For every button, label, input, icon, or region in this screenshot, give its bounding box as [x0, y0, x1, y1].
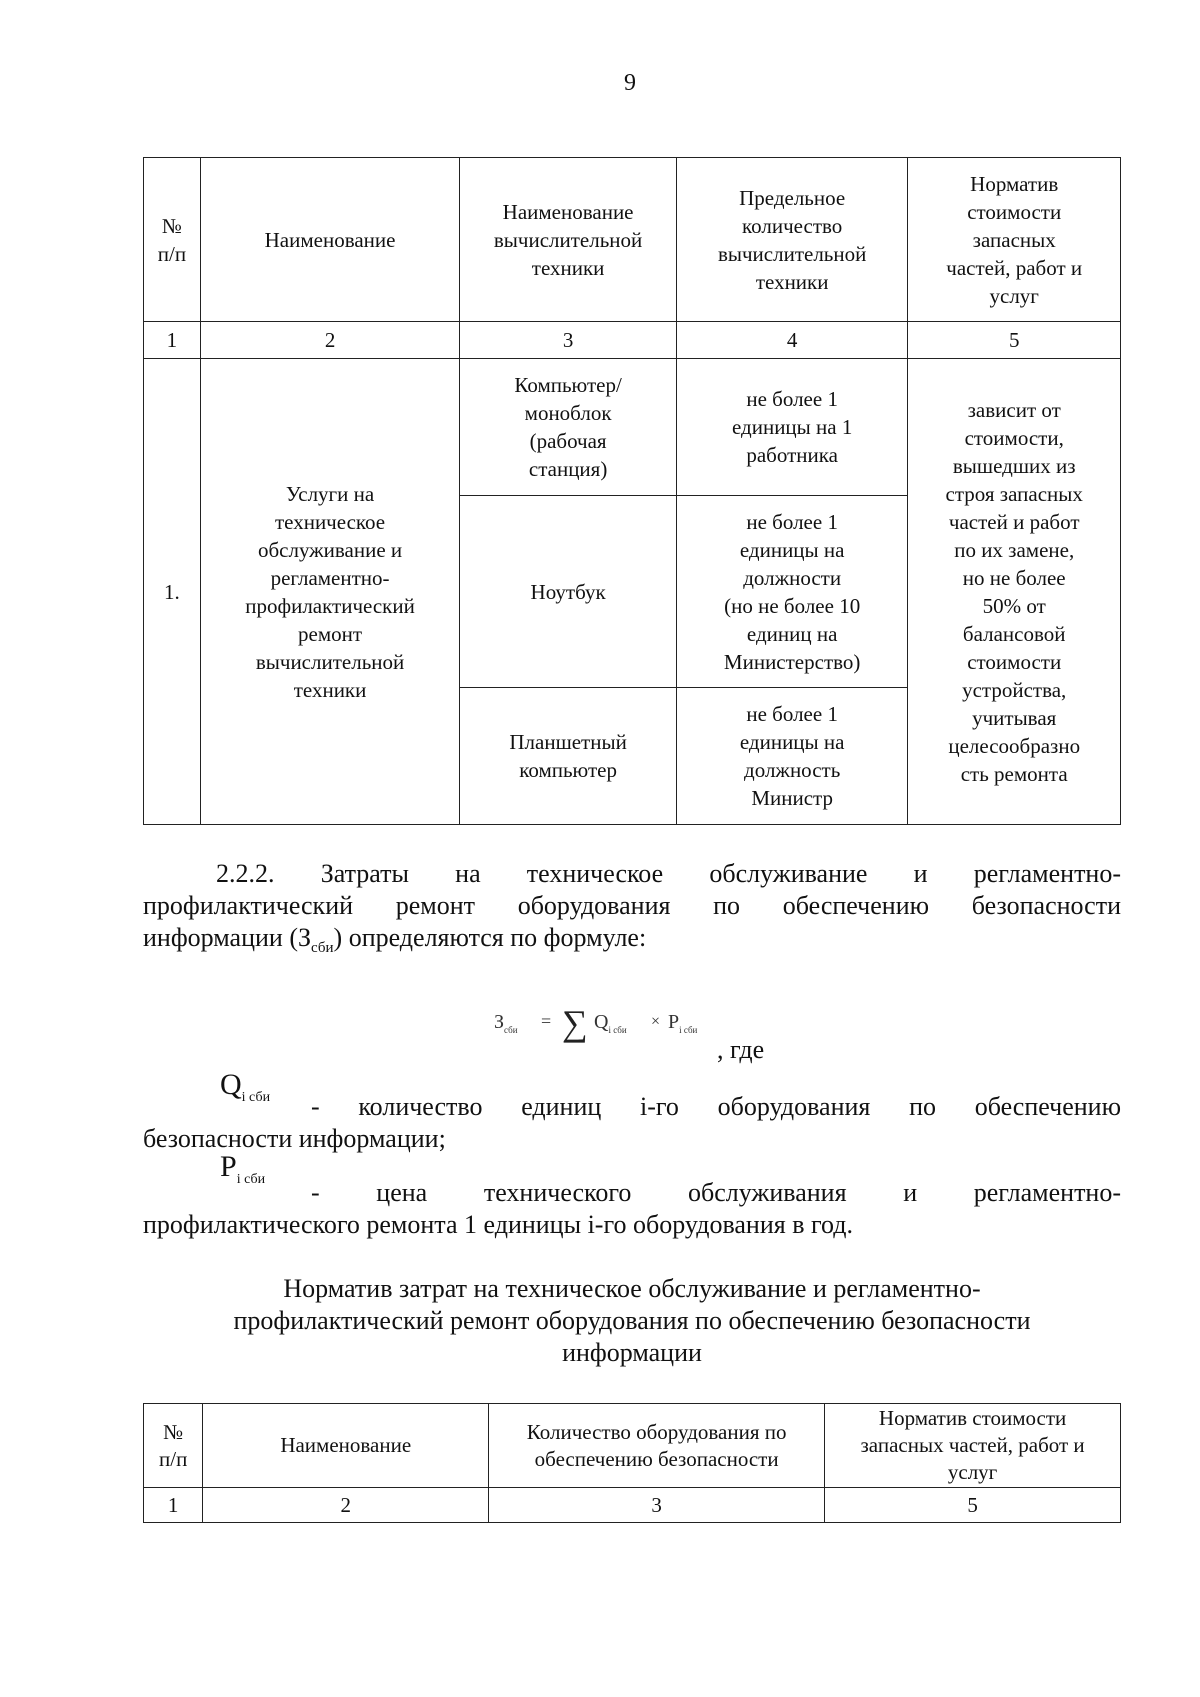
- column-number: 1: [144, 322, 201, 359]
- header-cell-number: № п/п: [144, 158, 201, 322]
- header-cell-name: Наименование: [200, 158, 459, 322]
- formula-suffix: , где: [717, 1035, 765, 1064]
- table-header-row: [144, 158, 1121, 322]
- symbol-p: $P_{i сби}$: [220, 1150, 266, 1187]
- header-cell-name: Наименование: [203, 1404, 489, 1488]
- table-header-row: [144, 1404, 1121, 1488]
- paragraph-line: 2.2.2. Затраты на техническое обслуживание и регламентно-: [216, 859, 1121, 888]
- column-number-row: [144, 1488, 1121, 1523]
- header-cell-equipment: Наименование вычислительной техники: [460, 158, 677, 322]
- equipment-name: Компьютер/ моноблок (рабочая станция): [460, 359, 677, 496]
- column-number: 2: [203, 1488, 489, 1523]
- definition-line: - цена технического обслуживания и регламентно-: [311, 1178, 1121, 1207]
- header-cell-number: № п/п: [144, 1404, 203, 1488]
- formula-term: $Q_{i сби}$: [594, 1011, 627, 1035]
- paragraph-line: информации $(З_{сби})$ определяются по формуле:: [143, 923, 647, 957]
- column-number: 2: [200, 322, 459, 359]
- symbol-q: $Q_{i сби}$: [220, 1068, 271, 1105]
- formula-price: $P_{i сби}$: [668, 1011, 698, 1035]
- column-number: 1: [144, 1488, 203, 1523]
- definition-line: профилактического ремонта 1 единицы i-го оборудования в год.: [143, 1210, 853, 1239]
- paragraph-line: профилактический ремонт оборудования по обеспечению безопасности: [143, 891, 1121, 920]
- equipment-limit: не более 1 единицы на должность Министр: [676, 688, 908, 825]
- security-equipment-table: [143, 1403, 1121, 1523]
- header-cell-limit: Предельное количество вычислительной техники: [676, 158, 908, 322]
- page-number: 9: [624, 70, 636, 96]
- formula-lhs: $З_{сби}$: [494, 1011, 518, 1035]
- paragraph-2-2-2: [143, 858, 1121, 964]
- header-cell-norm: Норматив стоимости запасных частей, работ и услуг: [908, 158, 1121, 322]
- column-number: 5: [825, 1488, 1121, 1523]
- equipment-norms-table: [143, 157, 1121, 825]
- column-number: 4: [676, 322, 908, 359]
- equipment-limit: не более 1 единицы на должности (но не более 10 единиц на Министерство): [676, 496, 908, 688]
- table-row: [144, 359, 1121, 496]
- sigma-icon: ∑: [562, 1003, 588, 1043]
- formula-equals: =: [541, 1011, 552, 1031]
- column-number-row: [144, 322, 1121, 359]
- definition-p: [143, 1177, 1121, 1241]
- column-number: 3: [489, 1488, 825, 1523]
- equipment-limit: не более 1 единицы на 1 работника: [676, 359, 908, 496]
- equipment-name: Ноутбук: [460, 496, 677, 688]
- column-number: 5: [908, 322, 1121, 359]
- definition-line: - количество единиц i-го оборудования по обеспечению: [311, 1092, 1121, 1121]
- service-name: Услуги на техническое обслуживание и регламентно- профилактический ремонт вычислительной техники: [200, 359, 459, 825]
- equipment-name: Планшетный компьютер: [460, 688, 677, 825]
- table-caption: Норматив затрат на техническое обслуживание и регламентно- профилактический ремонт оборудования по обеспечению безопасности информации: [233, 1274, 1031, 1367]
- formula-times: ×: [651, 1013, 661, 1030]
- header-cell-norm: Норматив стоимости запасных частей, работ и услуг: [825, 1404, 1121, 1488]
- column-number: 3: [460, 322, 677, 359]
- definition-q: [143, 1091, 1121, 1155]
- cost-norm: зависит от стоимости, вышедших из строя запасных частей и работ по их замене, но не более 50% от балансовой стоимости устройства, учитывая целесообразно сть ремонта: [908, 359, 1121, 825]
- row-number: 1.: [144, 359, 201, 825]
- header-cell-quantity: Количество оборудования по обеспечению безопасности: [489, 1404, 825, 1488]
- definition-line: безопасности информации;: [143, 1124, 446, 1153]
